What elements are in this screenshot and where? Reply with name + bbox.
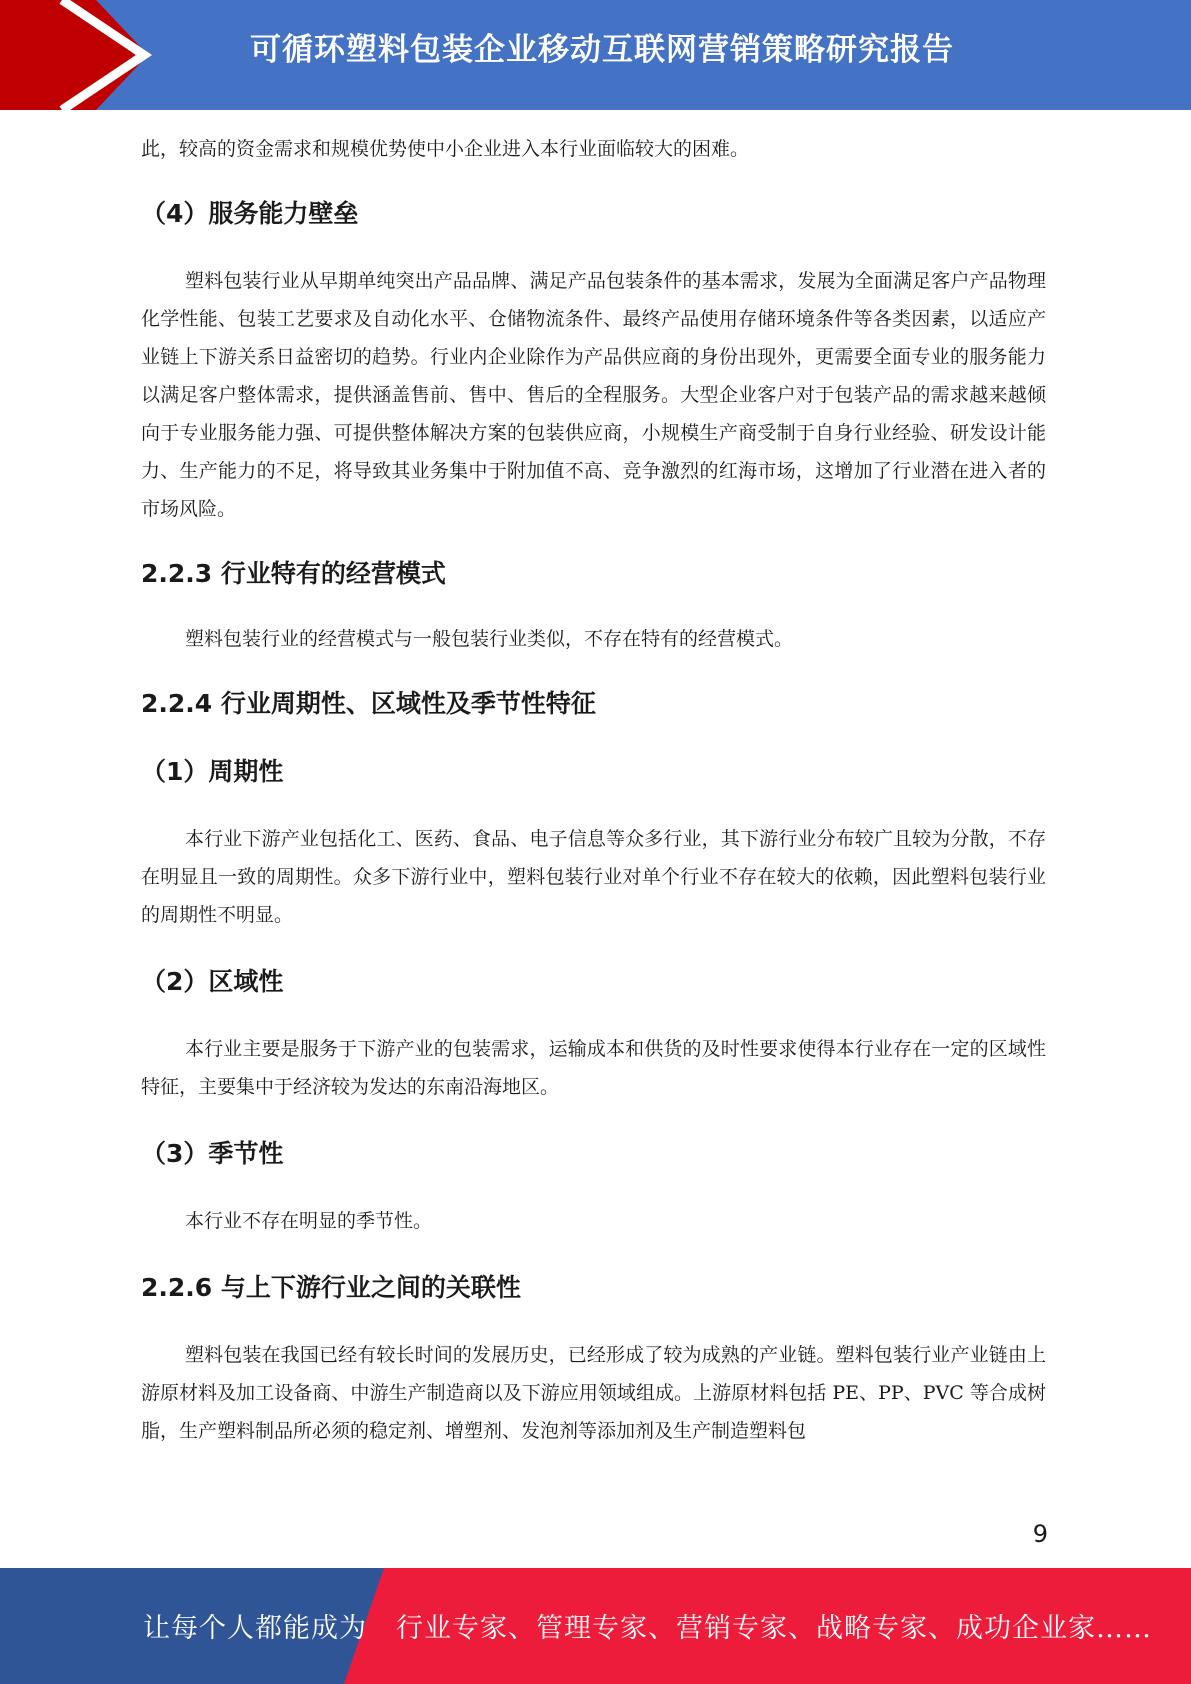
footer-slogan-left: 让每个人都能成为 [143, 1613, 367, 1644]
page-content [141, 130, 1046, 1450]
header-arrow-decoration [0, 0, 160, 110]
heading-2-2-4: 2.2.4 行业周期性、区域性及季节性特征 [141, 689, 596, 718]
paragraph-business-model: 塑料包装行业的经营模式与一般包装行业类似，不存在特有的经营模式。 [185, 628, 794, 650]
heading-service-barrier: （4）服务能力壁垒 [141, 199, 359, 228]
paragraph-service-barrier: 塑料包装行业从早期单纯突出产品品牌、满足产品包装条件的基本需求，发展为全面满足客户产品物理化学性能、包装工艺要求及自动化水平、仓储物流条件、最终产品使用存储环境条件等各类因素，以适应产业链上下游关系日益密切的趋势。行业内企业除作为产品供应商的身份出现外，更需要全面专业的服务能力以满足客户整体需求，提供涵盖售前、售中、售后的全程服务。大型企业客户对于包装产品的需求越来越倾向于专业服务能力强、可提供整体解决方案的包装供应商，小规模生产商受制于自身行业经验、研发设计能力、生产能力的不足，将导致其业务集中于附加值不高、竞争激烈的红海市场，这增加了行业潜在进入者的市场风险。 [141, 270, 1046, 520]
heading-regionality: （2）区域性 [141, 967, 284, 996]
heading-cyclicality: （1）周期性 [141, 757, 284, 786]
heading-2-2-3: 2.2.3 行业特有的经营模式 [141, 559, 446, 588]
heading-2-2-6: 2.2.6 与上下游行业之间的关联性 [141, 1273, 521, 1302]
page-header [0, 0, 1191, 110]
page-number: 9 [1032, 1520, 1048, 1548]
heading-seasonality: （3）季节性 [141, 1139, 284, 1168]
report-title: 可循环塑料包装企业移动互联网营销策略研究报告 [250, 32, 954, 68]
paragraph-regionality: 本行业主要是服务于下游产业的包装需求，运输成本和供货的及时性要求使得本行业存在一定的区域性特征，主要集中于经济较为发达的东南沿海地区。 [141, 1038, 1046, 1098]
footer-slogan-right: 行业专家、管理专家、营销专家、战略专家、成功企业家…… [396, 1613, 1152, 1644]
paragraph-seasonality: 本行业不存在明显的季节性。 [185, 1210, 433, 1232]
page-footer [0, 1568, 1191, 1684]
paragraph-cyclicality: 本行业下游产业包括化工、医药、食品、电子信息等众多行业，其下游行业分布较广且较为分散，不存在明显且一致的周期性。众多下游行业中，塑料包装行业对单个行业不存在较大的依赖，因此塑料包装行业的周期性不明显。 [141, 828, 1046, 926]
paragraph-continued: 此，较高的资金需求和规模优势使中小企业进入本行业面临较大的困难。 [141, 138, 750, 160]
paragraph-value-chain: 塑料包装在我国已经有较长时间的发展历史，已经形成了较为成熟的产业链。塑料包装行业产业链由上游原材料及加工设备商、中游生产制造商以及下游应用领域组成。上游原材料包括 PE、PP、PVC 等合成树脂，生产塑料制品所必须的稳定剂、增塑剂、发泡剂等添加剂及生产制造塑料包 [141, 1344, 1046, 1442]
